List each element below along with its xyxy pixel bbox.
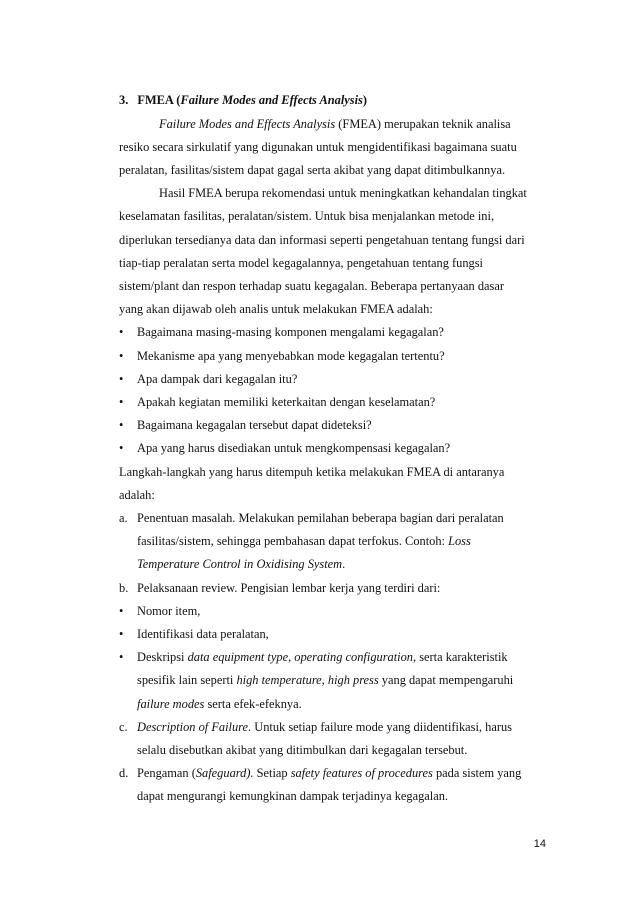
bullet-icon: • xyxy=(119,603,124,618)
worksheet-item: failure modes serta efek-efeknya. xyxy=(137,696,302,711)
heading-prefix: FMEA ( xyxy=(137,93,181,107)
paragraph-line: sistem/plant dan respon terhadap suatu kegagalan. Beberapa pertanyaan dasar xyxy=(119,279,504,293)
bullet-item: Bagaimana kegagalan tersebut dapat dideteksi? xyxy=(137,418,372,433)
bullet-icon: • xyxy=(119,371,124,386)
paragraph-line: keselamatan fasilitas, peralatan/sistem. Untuk bisa menjalankan metode ini, xyxy=(119,209,495,224)
step-a-line: fasilitas/sistem, sehingga pembahasan dapat terfokus. Contoh: Loss xyxy=(137,534,471,549)
paragraph-line: peralatan, fasilitas/sistem dapat gagal serta akibat yang dapat ditimbulkannya. xyxy=(119,163,506,177)
page-number: 14 xyxy=(533,838,546,850)
bullet-item: Bagaimana masing-masing komponen mengalami kegagalan? xyxy=(137,325,444,340)
step-c-line: selalu disebutkan akibat yang ditimbulkan dari kegagalan tersebut. xyxy=(137,743,468,757)
heading-number: 3. xyxy=(119,93,129,107)
paragraph-line: yang akan dijawab oleh analis untuk melakukan FMEA adalah: xyxy=(119,302,433,317)
paragraph-line: Failure Modes and Effects Analysis (FMEA) merupakan teknik analisa xyxy=(159,116,511,131)
step-d-marker: d. xyxy=(119,766,129,781)
bullet-icon: • xyxy=(119,395,124,409)
paragraph-line: resiko secara sirkulatif yang digunakan untuk mengidentifikasi bagaimana suatu xyxy=(119,139,517,154)
paragraph-line: adalah: xyxy=(119,487,155,502)
worksheet-item: spesifik lain seperti high temperature, high press yang dapat mempengaruhi xyxy=(137,673,514,688)
step-a-line: Temperature Control in Oxidising System. xyxy=(137,557,346,572)
paragraph-line: Langkah-langkah yang harus ditempuh ketika melakukan FMEA di antaranya xyxy=(119,464,505,479)
bullet-icon: • xyxy=(119,418,124,433)
heading-suffix: ) xyxy=(362,93,368,107)
bullet-item: Apakah kegiatan memiliki keterkaitan dengan keselamatan? xyxy=(137,395,436,409)
step-b-line: Pelaksanaan review. Pengisian lembar kerja yang terdiri dari: xyxy=(137,580,441,595)
step-c-marker: c. xyxy=(119,719,128,734)
step-c-line: Description of Failure. Untuk setiap failure mode yang diidentifikasi, harus xyxy=(137,719,512,734)
section-heading xyxy=(119,92,539,108)
step-d-line: Pengaman (Safeguard). Setiap safety features of procedures pada sistem yang xyxy=(137,766,522,781)
bullet-icon: • xyxy=(119,325,124,340)
step-a-line: Penentuan masalah. Melakukan pemilahan beberapa bagian dari peralatan xyxy=(137,511,504,525)
heading-italic: Failure Modes and Effects Analysis xyxy=(180,93,363,107)
bullet-item: Mekanisme apa yang menyebabkan mode kegagalan tertentu? xyxy=(137,348,445,363)
bullet-icon: • xyxy=(119,441,124,456)
paragraph-line: diperlukan tersedianya data dan informasi seperti pengetahuan tentang fungsi dari xyxy=(119,232,525,247)
bullet-item: Apa dampak dari kegagalan itu? xyxy=(137,371,298,386)
bullet-icon: • xyxy=(119,348,124,363)
bullet-icon: • xyxy=(119,627,124,641)
worksheet-item: Nomor item, xyxy=(137,603,201,618)
step-d-line: dapat mengurangi kemungkinan dampak terjadinya kegagalan. xyxy=(137,789,449,804)
bullet-item: Apa yang harus disediakan untuk mengkompensasi kegagalan? xyxy=(137,441,451,456)
step-b-marker: b. xyxy=(119,580,129,595)
paragraph-line: tiap-tiap peralatan serta model kegagalannya, pengetahuan tentang fungsi xyxy=(119,255,483,270)
worksheet-item: Deskripsi data equipment type, operating configuration, serta karakteristik xyxy=(137,650,508,665)
step-a-marker: a. xyxy=(119,511,128,525)
worksheet-item: Identifikasi data peralatan, xyxy=(137,627,269,641)
paragraph-line: Hasil FMEA berupa rekomendasi untuk meningkatkan kehandalan tingkat xyxy=(159,186,527,201)
bullet-icon: • xyxy=(119,650,124,665)
